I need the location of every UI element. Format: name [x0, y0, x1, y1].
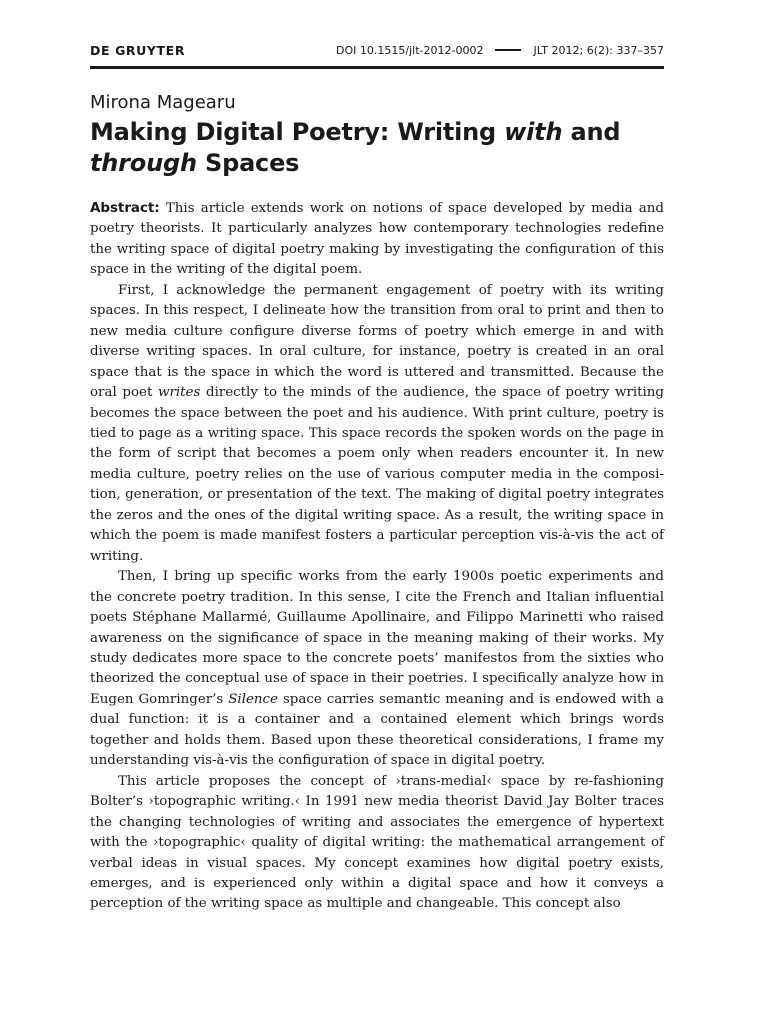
article-page	[90, 38, 664, 915]
abstract-p2-text-a: First, I acknowledge the permanent engagement of poetry with its writing spaces. In this respect, I delineate how the transition from oral to print and then to new media culture configure diverse forms of poetry which emerge in and with diverse writing spaces. In oral culture, for instance, poetry is created in an oral space that is the space in which the word is uttered and transmitted. Because the oral poet	[90, 282, 664, 401]
abstract-paragraph-2	[90, 281, 664, 567]
page-header	[90, 38, 664, 62]
author-name: Mirona Magearu	[90, 92, 236, 113]
title-part-1: Making Digital Poetry: Writing	[90, 118, 505, 146]
abstract-label: Abstract:	[90, 201, 160, 216]
abstract-p3-text-b: space carries semantic meaning and is endowed with a dual function: it is a container and a contained element which brings words together and holds them. Based upon these theoretical considerations, I frame my understanding vis-à-vis the configuration of space in digital poetry.	[90, 691, 664, 769]
header-rule	[90, 66, 664, 69]
title-part-3: Spaces	[196, 149, 300, 177]
abstract-paragraph-1	[90, 199, 664, 281]
doi-text: DOI 10.1515/jlt-2012-0002	[336, 43, 484, 57]
title-part-2: and	[562, 118, 621, 146]
abstract-p3-text-a: Then, I bring up specific works from the early 1900s poetic experiments and the concrete poetry tradition. In this sense, I cite the French and Italian influential poets Stéphane Mallarmé, Guillaume Apollinaire, and Filippo Marinetti who raised awareness on the significance of space in the meaning making of their works. My study dedicates more space to the concrete poets’ manifestos from the sixties who theorized the conceptual use of space in their poetries. I specifically analyze how in Eugen Gomringer’s	[90, 569, 664, 707]
abstract-p4-text: This article proposes the concept of ›trans-medial‹ space by re-fashioning Bolter’s ›topographic writing.‹ In 1991 new media theorist David Jay Bolter traces the changing technologies of writing and associates the emergence of hypertext with the ›topographic‹ quality of digital writing: the mathematical arrangement of verbal ideas in visual spaces. My concept examines how digital poetry exists, emerges, and is experienced only within a digital space and how it conveys a perception of the writing space as multiple and changeable. This concept also	[90, 773, 664, 912]
abstract-p3-emphasis: Silence	[228, 691, 278, 707]
abstract-p2-text-b: directly to the minds of the audience, the space of poetry writing becomes the space between the poet and his audience. With print culture, poetry is tied to page as a writing space. This space records the spoken words on the page in the form of script that becomes a poem only when readers encounter it. In new media culture, poetry relies on the use of various computer media in the composition, generation, or presentation of the text. The making of digital poetry integrates the zeros and the ones of the digital writing space. As a result, the writing space in which the poem is made manifest fosters a particular perception vis-à-vis the act of writing.	[90, 385, 664, 564]
abstract-paragraph-3	[90, 567, 664, 772]
abstract-paragraph-4	[90, 772, 664, 915]
header-citation-group	[336, 44, 664, 57]
abstract-p1-text: This article extends work on notions of space developed by media and poetry theorists. It particularly analyzes how contemporary technologies redefine the writing space of digital poetry making by investigating the configuration of this space in the writing of the digital poem.	[90, 201, 664, 278]
abstract-body	[90, 199, 664, 915]
title-through: through	[90, 149, 197, 177]
title-with: with	[504, 118, 563, 146]
article-title	[90, 117, 664, 179]
journal-citation: JLT 2012; 6(2): 337–357	[533, 43, 664, 57]
publisher-name: DE GRUYTER	[90, 42, 186, 58]
header-dash	[495, 49, 521, 51]
abstract-p2-emphasis: writes	[158, 385, 201, 401]
